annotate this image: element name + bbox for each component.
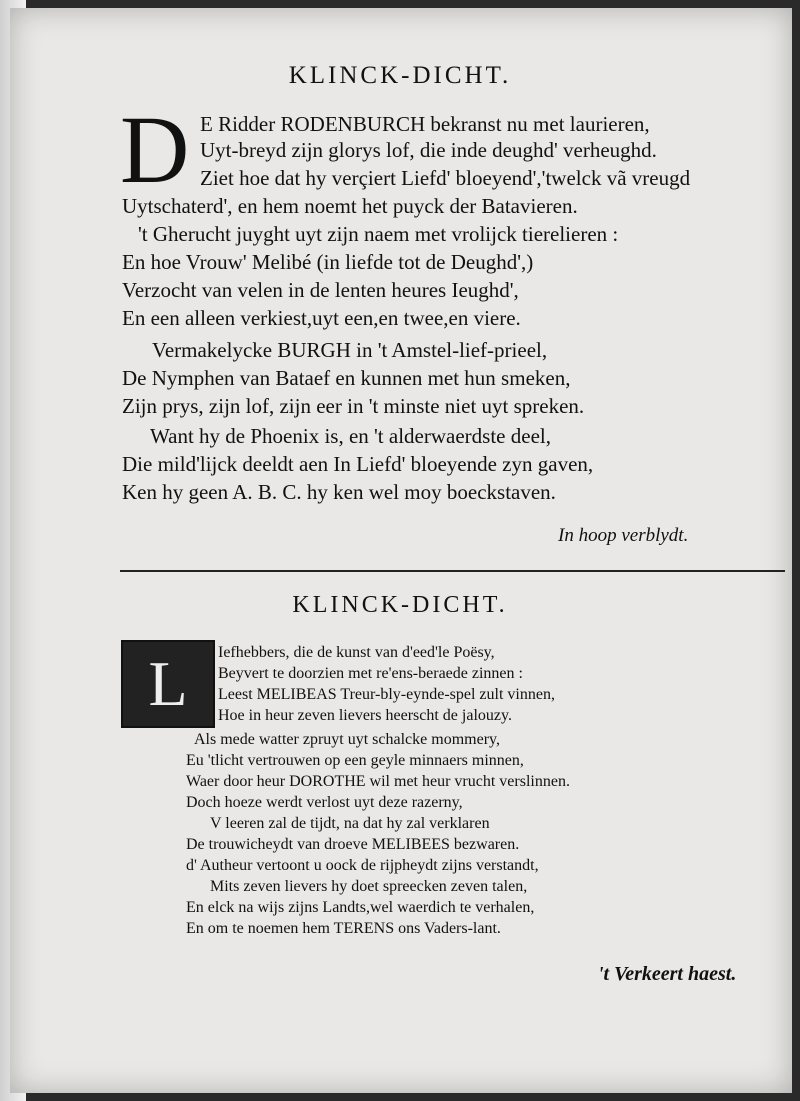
poem1-line: Uyt-breyd zijn glorys lof, die inde deughd' verheughd. <box>200 138 657 162</box>
poem1-line: 't Gherucht juyght uyt zijn naem met vrolijck tierelieren : <box>138 222 619 246</box>
poem1-line: Verzocht van velen in de lenten heures Ieughd', <box>122 278 519 302</box>
poem1-signature: In hoop verblydt. <box>558 525 689 546</box>
poem2-dropcap: L <box>121 640 215 728</box>
poem2-line: Eu 'tlicht vertrouwen op een geyle minnaers minnen, <box>186 752 524 769</box>
poem2-line: V leeren zal de tijdt, na dat hy zal verklaren <box>210 815 490 832</box>
poem1-line: Die mild'lijck deeldt aen In Liefd' bloeyende zyn gaven, <box>122 452 594 476</box>
poem2-line: Als mede watter zpruyt uyt schalcke mommery, <box>194 731 500 748</box>
poem1-line: De Nymphen van Bataef en kunnen met hun smeken, <box>122 366 571 390</box>
poem2-line: Hoe in heur zeven lievers heerscht de jalouzy. <box>218 707 512 724</box>
poem2-line: Leest MELIBEAS Treur-bly-eynde-spel zult vinnen, <box>218 686 555 703</box>
poem1-line: En hoe Vrouw' Melibé (in liefde tot de Deughd',) <box>122 250 534 274</box>
poem1-line: En een alleen verkiest,uyt een,en twee,en viere. <box>122 306 521 330</box>
poem2-line: Beyvert te doorzien met re'ens-beraede zinnen : <box>218 665 523 682</box>
poem2-line: Doch hoeze werdt verlost uyt deze razerny, <box>186 794 463 811</box>
poem2-line: Waer door heur DOROTHE wil met heur vrucht verslinnen. <box>186 773 570 790</box>
section-divider <box>120 570 785 572</box>
poem1-dropcap: D <box>120 96 190 203</box>
poem2-line: De trouwicheydt van droeve MELIBEES bezwaren. <box>186 836 520 853</box>
poem1-line: Zijn prys, zijn lof, zijn eer in 't minste niet uyt spreken. <box>122 394 585 418</box>
poem1-line: E Ridder RODENBURCH bekranst nu met laurieren, <box>200 112 650 136</box>
poem1-line: Want hy de Phoenix is, en 't alderwaerdste deel, <box>150 424 551 448</box>
poem2-line: En elck na wijs zijns Landts,wel waerdich te verhalen, <box>186 899 535 916</box>
poem2-line: En om te noemen hem TERENS ons Vaders-lant. <box>186 920 501 937</box>
poem1-line: Uytschaterd', en hem noemt het puyck der Batavieren. <box>122 194 578 218</box>
poem1-line: Ken hy geen A. B. C. hy ken wel moy boeckstaven. <box>122 480 556 504</box>
poem2-line: d' Autheur vertoont u oock de rijpheydt zijns verstandt, <box>186 857 539 874</box>
poem1-title: KLINCK-DICHT. <box>288 62 512 89</box>
poem2-line: Iefhebbers, die de kunst van d'eed'le Poësy, <box>218 644 495 661</box>
poem1-line: Ziet hoe dat hy verçiert Liefd' bloeyend','twelck vã vreugd <box>200 166 691 190</box>
poem2-line: Mits zeven lievers hy doet spreecken zeven talen, <box>210 878 528 895</box>
poem1-line: Vermakelycke BURGH in 't Amstel-lief-prieel, <box>152 338 548 362</box>
poem2-signature: 't Verkeert haest. <box>598 963 737 985</box>
poem2-title: KLINCK-DICHT. <box>292 592 508 618</box>
